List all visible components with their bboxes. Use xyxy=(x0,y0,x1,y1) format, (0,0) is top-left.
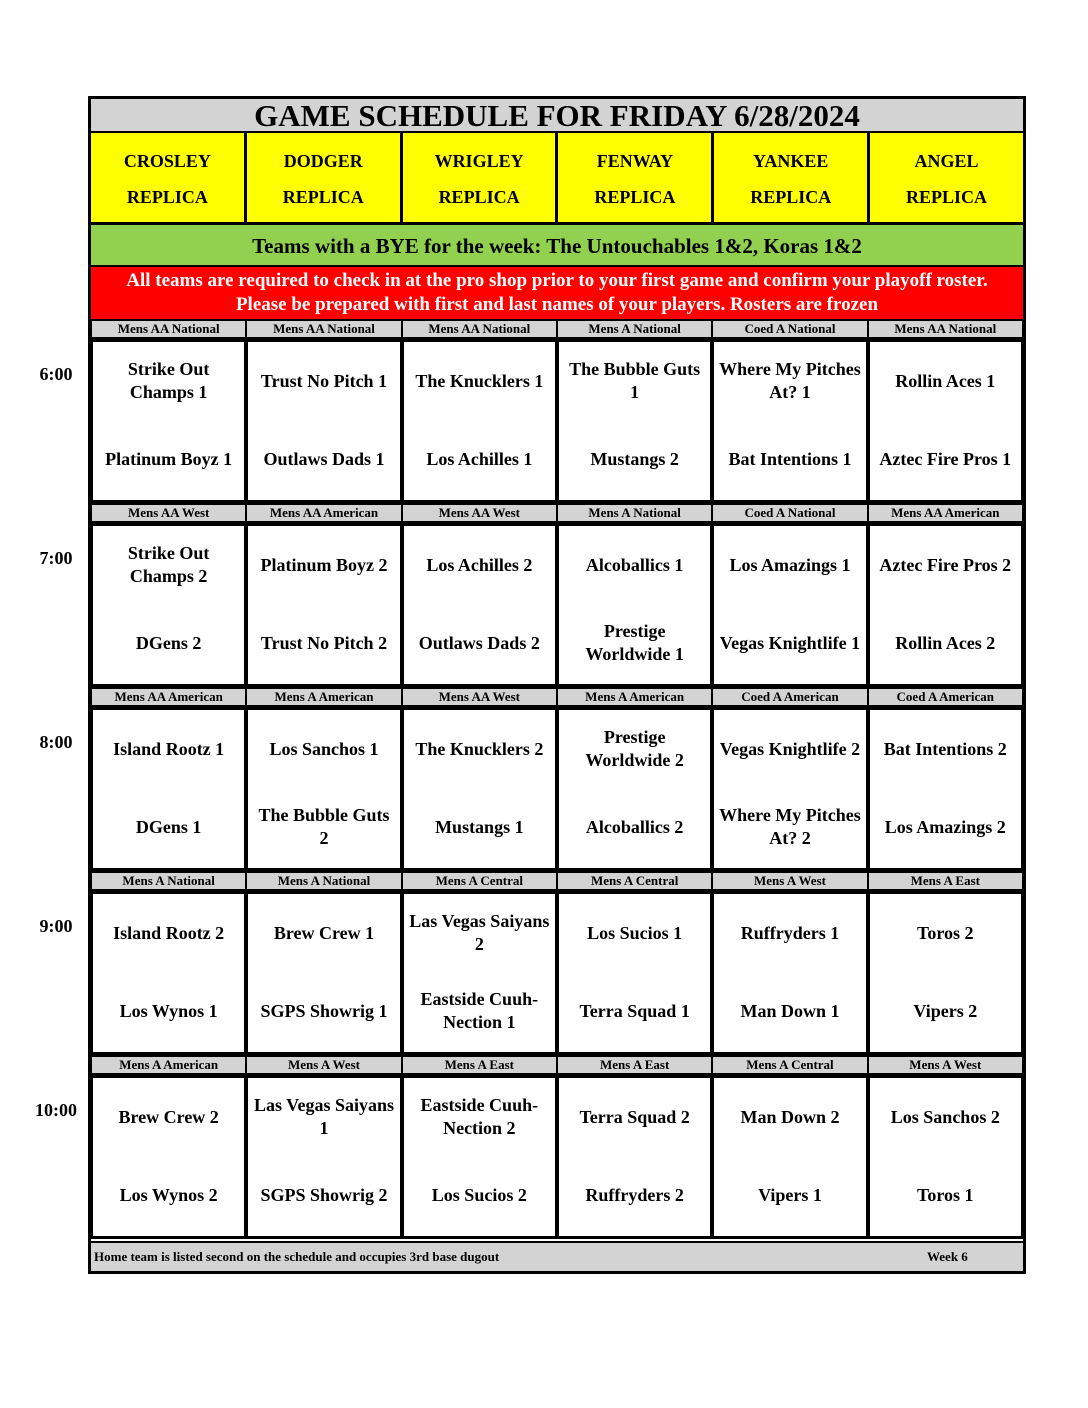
away-team: Man Down 2 xyxy=(740,1106,840,1127)
away-team: Vegas Knightlife 2 xyxy=(719,738,861,759)
home-team-note: Home team is listed second on the schedule and occupies 3rd base dugout xyxy=(94,1249,500,1264)
time-slot-block xyxy=(91,871,1023,1055)
game-cell xyxy=(557,707,712,871)
home-team: Toros 1 xyxy=(917,1184,974,1205)
home-team: Outlaws Dads 2 xyxy=(418,632,540,653)
game-cell xyxy=(246,339,401,503)
division-label: Mens A National xyxy=(91,871,246,891)
away-team: Platinum Boyz 2 xyxy=(260,554,388,575)
division-label: Mens A East xyxy=(402,1055,557,1075)
time-label: 9:00 xyxy=(39,916,73,936)
away-team: Brew Crew 1 xyxy=(273,922,375,943)
division-label: Coed A National xyxy=(712,319,867,339)
division-label: Mens A National xyxy=(557,319,712,339)
home-team: Vipers 1 xyxy=(758,1184,822,1205)
field-subtitle: REPLICA xyxy=(282,187,364,207)
field-name: YANKEE xyxy=(753,151,829,171)
home-team: Vipers 2 xyxy=(913,1000,978,1021)
game-cell xyxy=(402,1075,557,1239)
division-label: Mens AA American xyxy=(246,503,401,523)
home-team: Rollin Aces 2 xyxy=(895,632,996,653)
field-header xyxy=(714,133,870,225)
game-row xyxy=(91,891,1023,1055)
away-team: Toros 2 xyxy=(917,922,974,943)
division-label: Mens A National xyxy=(246,871,401,891)
division-label: Mens AA American xyxy=(868,503,1023,523)
away-team: Terra Squad 2 xyxy=(579,1106,690,1127)
field-name: FENWAY xyxy=(596,151,674,171)
away-team: Prestige Worldwide 2 xyxy=(585,727,684,770)
division-label: Mens AA National xyxy=(402,319,557,339)
game-cell xyxy=(712,523,867,687)
game-cell xyxy=(91,707,246,871)
game-cell xyxy=(402,339,557,503)
division-label: Mens A West xyxy=(712,871,867,891)
division-label: Mens A Central xyxy=(712,1055,867,1075)
home-team: Mustangs 1 xyxy=(435,816,524,837)
game-cell xyxy=(246,891,401,1055)
away-team: Las Vegas Saiyans 2 xyxy=(409,911,550,954)
away-team: Las Vegas Saiyans 1 xyxy=(253,1095,395,1138)
game-cell xyxy=(868,707,1023,871)
home-team: SGPS Showrig 1 xyxy=(260,1000,388,1021)
away-team: Los Sucios 1 xyxy=(587,922,683,943)
game-cell xyxy=(868,891,1023,1055)
division-label: Mens AA West xyxy=(91,503,246,523)
away-team: Brew Crew 2 xyxy=(118,1106,219,1127)
division-label: Mens AA West xyxy=(402,687,557,707)
game-row xyxy=(91,339,1023,503)
away-team: Strike Out Champs 2 xyxy=(127,543,210,586)
home-team: Los Achilles 1 xyxy=(426,448,533,469)
home-team: Los Wynos 1 xyxy=(119,1000,218,1021)
away-team: Los Sanchos 2 xyxy=(890,1106,1000,1127)
field-name: WRIGLEY xyxy=(434,151,524,171)
game-cell xyxy=(712,707,867,871)
game-cell xyxy=(712,1075,867,1239)
game-cell xyxy=(712,339,867,503)
home-team: Trust No Pitch 2 xyxy=(260,632,388,653)
game-cell xyxy=(246,523,401,687)
away-team: Ruffryders 1 xyxy=(740,922,840,943)
field-header xyxy=(403,133,559,225)
division-label: Mens A East xyxy=(868,871,1023,891)
game-cell xyxy=(402,523,557,687)
game-cell xyxy=(868,523,1023,687)
division-label: Coed A American xyxy=(868,687,1023,707)
time-label: 8:00 xyxy=(39,732,73,752)
home-team: Los Sucios 2 xyxy=(431,1184,527,1205)
week-label: Week 6 xyxy=(927,1249,968,1264)
field-header xyxy=(870,133,1023,225)
division-row xyxy=(91,871,1023,891)
game-cell xyxy=(246,707,401,871)
field-subtitle: REPLICA xyxy=(126,187,208,207)
away-team: Los Sanchos 1 xyxy=(269,738,379,759)
division-label: Mens AA National xyxy=(868,319,1023,339)
home-team: The Bubble Guts 2 xyxy=(258,805,390,848)
field-header xyxy=(91,133,247,225)
game-cell xyxy=(91,891,246,1055)
away-team: Bat Intentions 2 xyxy=(883,738,1007,759)
time-label: 7:00 xyxy=(39,548,73,568)
field-subtitle: REPLICA xyxy=(750,187,832,207)
game-cell xyxy=(402,707,557,871)
away-team: Where My Pitches At? 1 xyxy=(719,359,861,402)
home-team: Man Down 1 xyxy=(740,1000,840,1021)
division-label: Coed A National xyxy=(712,503,867,523)
division-label: Mens A Central xyxy=(402,871,557,891)
game-cell xyxy=(557,891,712,1055)
away-team: Rollin Aces 1 xyxy=(895,370,996,391)
division-label: Mens AA National xyxy=(246,319,401,339)
field-header-row xyxy=(91,133,1023,225)
away-team: Strike Out Champs 1 xyxy=(127,359,210,402)
field-header xyxy=(558,133,714,225)
time-slot-block xyxy=(91,1055,1023,1239)
field-subtitle: REPLICA xyxy=(594,187,676,207)
division-label: Mens A West xyxy=(246,1055,401,1075)
page-title: GAME SCHEDULE FOR FRIDAY 6/28/2024 xyxy=(91,99,1023,133)
home-team: Aztec Fire Pros 1 xyxy=(879,448,1012,469)
field-subtitle: REPLICA xyxy=(438,187,520,207)
bye-banner: Teams with a BYE for the week: The Untouchables 1&2, Koras 1&2 xyxy=(91,225,1023,267)
away-team: Alcoballics 1 xyxy=(585,554,684,575)
home-team: Bat Intentions 1 xyxy=(728,448,852,469)
division-label: Mens A American xyxy=(91,1055,246,1075)
away-team: Eastside Cuuh-Nection 2 xyxy=(420,1095,539,1138)
away-team: The Knucklers 1 xyxy=(415,370,544,391)
field-subtitle: REPLICA xyxy=(906,187,988,207)
home-team: Mustangs 2 xyxy=(590,448,679,469)
game-cell xyxy=(91,1075,246,1239)
division-label: Mens AA National xyxy=(91,319,246,339)
time-slot-block xyxy=(91,503,1023,687)
division-label: Coed A American xyxy=(712,687,867,707)
home-team: Los Wynos 2 xyxy=(119,1184,218,1205)
away-team: The Bubble Guts 1 xyxy=(569,359,701,402)
game-cell xyxy=(557,523,712,687)
home-team: Outlaws Dads 1 xyxy=(263,448,385,469)
away-team: Los Amazings 1 xyxy=(729,554,851,575)
time-slot-block xyxy=(91,687,1023,871)
home-team: DGens 1 xyxy=(135,816,202,837)
footer-bar xyxy=(91,1241,1023,1271)
home-team: SGPS Showrig 2 xyxy=(260,1184,388,1205)
home-team: Los Amazings 2 xyxy=(884,816,1006,837)
field-name: ANGEL xyxy=(914,151,979,171)
division-label: Mens A National xyxy=(557,503,712,523)
away-team: Los Achilles 2 xyxy=(426,554,533,575)
field-header xyxy=(247,133,403,225)
game-row xyxy=(91,523,1023,687)
time-label: 10:00 xyxy=(35,1100,77,1120)
away-team: Island Rootz 2 xyxy=(113,922,225,943)
division-row xyxy=(91,319,1023,339)
home-team: Prestige Worldwide 1 xyxy=(585,621,684,664)
home-team: Vegas Knightlife 1 xyxy=(719,632,861,653)
division-label: Mens A East xyxy=(557,1055,712,1075)
game-cell xyxy=(557,1075,712,1239)
division-label: Mens A Central xyxy=(557,871,712,891)
time-label: 6:00 xyxy=(39,364,73,384)
game-cell xyxy=(712,891,867,1055)
home-team: Eastside Cuuh-Nection 1 xyxy=(420,989,539,1032)
home-team: Terra Squad 1 xyxy=(579,1000,690,1021)
home-team: Platinum Boyz 1 xyxy=(105,448,233,469)
away-team: Trust No Pitch 1 xyxy=(260,370,388,391)
game-cell xyxy=(91,523,246,687)
division-row xyxy=(91,503,1023,523)
game-row xyxy=(91,1075,1023,1239)
division-row xyxy=(91,687,1023,707)
game-cell xyxy=(246,1075,401,1239)
away-team: Aztec Fire Pros 2 xyxy=(879,554,1012,575)
home-team: Where My Pitches At? 2 xyxy=(719,805,861,848)
away-team: The Knucklers 2 xyxy=(415,738,544,759)
division-label: Mens A American xyxy=(246,687,401,707)
home-team: DGens 2 xyxy=(135,632,202,653)
game-cell xyxy=(91,339,246,503)
game-cell xyxy=(868,339,1023,503)
division-label: Mens A West xyxy=(868,1055,1023,1075)
division-label: Mens A American xyxy=(557,687,712,707)
game-cell xyxy=(402,891,557,1055)
field-name: CROSLEY xyxy=(123,151,211,171)
home-team: Ruffryders 2 xyxy=(585,1184,684,1205)
game-cell xyxy=(557,339,712,503)
home-team: Alcoballics 2 xyxy=(585,816,684,837)
time-slot-block xyxy=(91,319,1023,503)
check-in-notice: All teams are required to check in at the pro shop prior to your first game and confirm your playoff roster. Please be prepared with first and last names of your players. Rosters are frozen xyxy=(91,267,1023,319)
field-name: DODGER xyxy=(283,151,363,171)
division-row xyxy=(91,1055,1023,1075)
away-team: Island Rootz 1 xyxy=(113,738,225,759)
game-row xyxy=(91,707,1023,871)
game-cell xyxy=(868,1075,1023,1239)
schedule-sheet xyxy=(88,96,1026,1274)
division-label: Mens AA American xyxy=(91,687,246,707)
division-label: Mens AA West xyxy=(402,503,557,523)
